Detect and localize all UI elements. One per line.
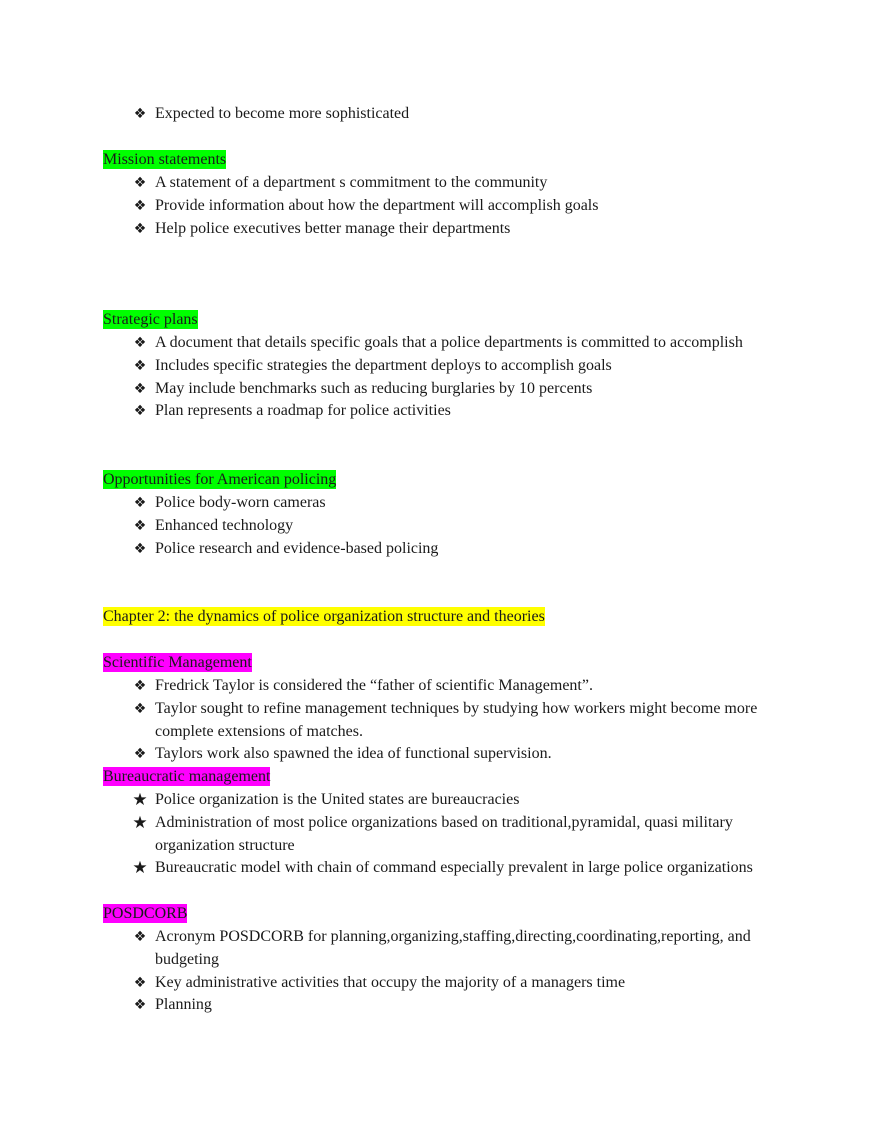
posdcorb-list — [0, 926, 880, 1017]
list-item: ❖ Help police executives better manage their departments — [0, 218, 880, 241]
star-bullet-icon: ★ — [132, 790, 148, 810]
diamond-bullet-icon: ❖ — [133, 746, 147, 763]
heading-bureaucratic-management: Bureaucratic management — [103, 768, 271, 785]
list-item: ❖ Police research and evidence-based policing — [0, 538, 880, 561]
list-item: ❖ Planning — [0, 994, 880, 1017]
diamond-bullet-icon: ❖ — [133, 678, 147, 694]
list-item: ❖ Police body-worn cameras — [0, 492, 880, 515]
list-item: ❖ Acronym POSDCORB for planning,organizing,staffing,directing,coordinating,reporting, and budgeting — [0, 926, 880, 972]
diamond-bullet-icon: ❖ — [133, 517, 147, 534]
list-item: ❖ Taylors work also spawned the idea of functional supervision. — [0, 743, 880, 766]
heading-chapter-2: Chapter 2: the dynamics of police organization structure and theories — [103, 608, 545, 625]
diamond-bullet-icon: ❖ — [133, 403, 147, 420]
heading-strategic-plans: Strategic plans — [103, 311, 198, 328]
list-item: ❖ May include benchmarks such as reducing burglaries by 10 percents — [0, 378, 880, 401]
diamond-bullet-icon: ❖ — [133, 380, 147, 397]
list-item: ❖ Includes specific strategies the department deploys to accomplish goals — [0, 355, 880, 378]
bureaucratic-list — [0, 789, 880, 880]
heading-posdcorb: POSDCORB — [103, 905, 188, 922]
list-item: ★ Police organization is the United states are bureaucracies — [132, 790, 520, 810]
list-item: ❖ Key administrative activities that occupy the majority of a managers time — [0, 972, 880, 995]
heading-mission-statements: Mission statements — [103, 151, 227, 168]
list-item: ★ Bureaucratic model with chain of command especially prevalent in large police organizations — [132, 858, 753, 879]
strategic-list — [0, 332, 880, 423]
diamond-bullet-icon: ❖ — [133, 106, 147, 122]
list-item: ❖ A document that details specific goals that a police departments is committed to accomplish — [0, 332, 880, 355]
scientific-list — [0, 675, 880, 766]
list-item: ❖ Fredrick Taylor is considered the “father of scientific Management”. — [0, 675, 880, 698]
diamond-bullet-icon: ❖ — [133, 175, 147, 191]
diamond-bullet-icon: ❖ — [133, 700, 147, 717]
mission-list — [0, 172, 880, 240]
diamond-bullet-icon: ❖ — [133, 495, 147, 511]
heading-opportunities: Opportunities for American policing — [103, 471, 337, 488]
list-item: ❖ A statement of a department s commitment to the community — [0, 172, 880, 195]
diamond-bullet-icon: ❖ — [133, 997, 147, 1014]
diamond-bullet-icon: ❖ — [133, 929, 147, 945]
diamond-bullet-icon: ❖ — [133, 540, 147, 557]
diamond-bullet-icon: ❖ — [133, 220, 147, 237]
diamond-bullet-icon: ❖ — [133, 357, 147, 374]
list-item: ★ Administration of most police organizations based on traditional,pyramidal, quasi military organization structure — [132, 812, 733, 854]
list-item: ❖ Plan represents a roadmap for police activities — [0, 400, 880, 423]
diamond-bullet-icon: ❖ — [133, 197, 147, 214]
list-item: ❖ Provide information about how the department will accomplish goals — [0, 195, 880, 218]
intro-list — [0, 103, 880, 126]
diamond-bullet-icon: ❖ — [133, 974, 147, 991]
star-bullet-icon: ★ — [132, 858, 148, 879]
diamond-bullet-icon: ❖ — [133, 335, 147, 351]
star-bullet-icon: ★ — [132, 812, 148, 833]
list-item: ❖ Taylor sought to refine management techniques by studying how workers might become more complete extensions of matches. — [0, 698, 880, 744]
list-item: ❖ Expected to become more sophisticated — [0, 103, 880, 126]
list-item: ❖ Enhanced technology — [0, 515, 880, 538]
heading-scientific-management: Scientific Management — [103, 654, 252, 671]
opportunities-list — [0, 492, 880, 560]
